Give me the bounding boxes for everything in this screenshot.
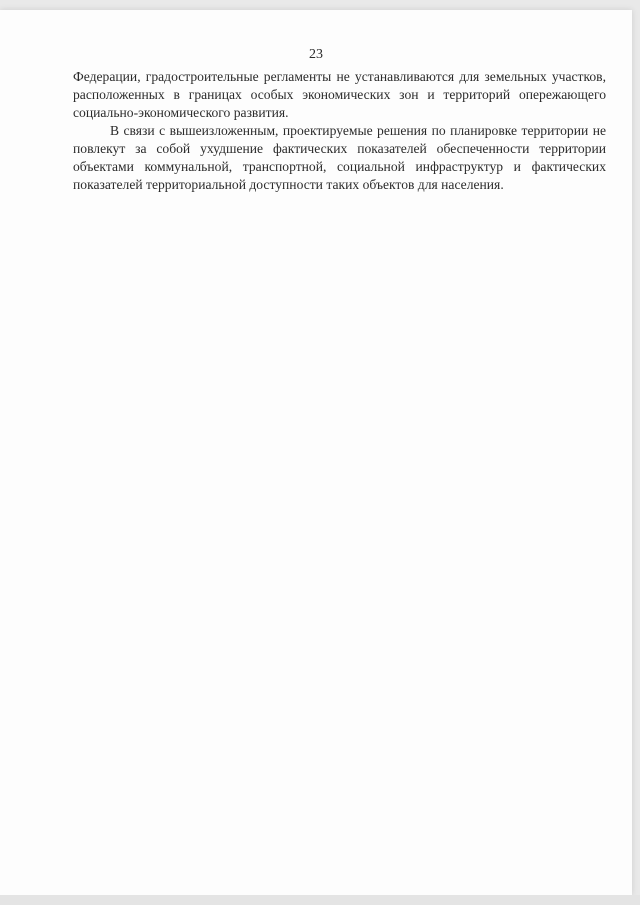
document-page [0,10,632,895]
paragraph-conclusion: В связи с вышеизложенным, проектируемые решения по планировке территории не повлекут за собой ухудшение фактических показателей обеспеченности территории объектами коммунальной, транспортной, социальной инфраструктур и фактических показателей территориальной доступности таких объектов для населения. [73,123,606,192]
paragraph-continuation: Федерации, градостроительные регламенты не устанавливаются для земельных участков, расположенных в границах особых экономических зон и территорий опережающего социально-экономического развития. [73,69,606,120]
page-number: 23 [309,47,323,62]
page-bottom-edge [0,895,640,905]
document-body [73,68,606,194]
